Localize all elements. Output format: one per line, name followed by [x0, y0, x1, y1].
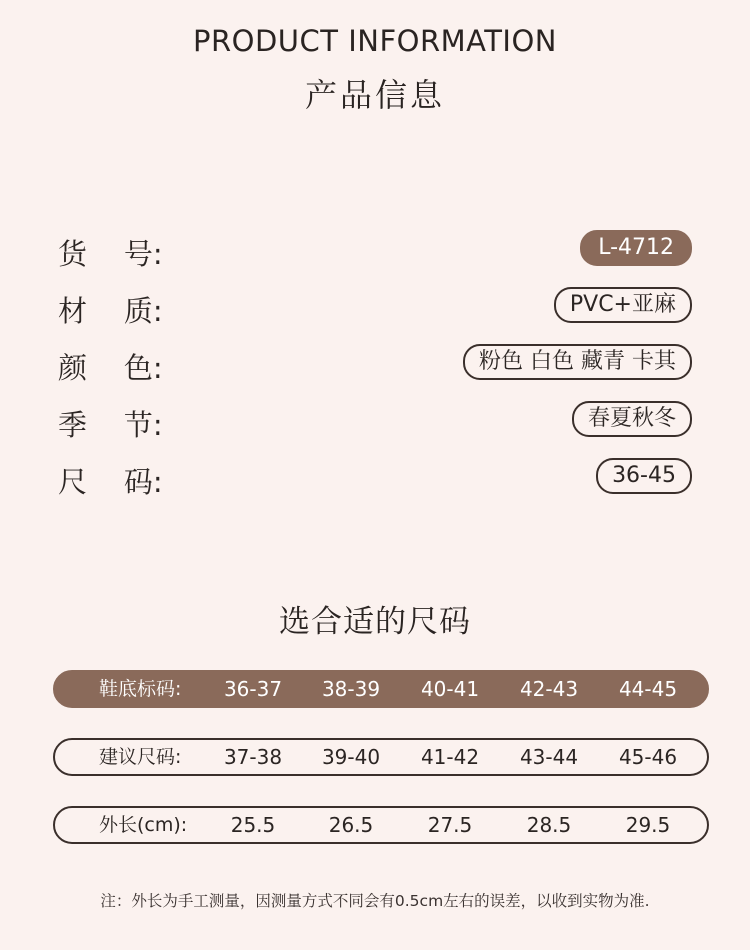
- size-cell: 42-43: [519, 677, 579, 701]
- size-cell: 26.5: [328, 813, 374, 837]
- size-row-outer-length: [53, 806, 709, 844]
- size-cell: 37-38: [223, 745, 283, 769]
- size-row-label: 外长(cm):: [99, 814, 188, 836]
- info-value-color: 粉色 白色 藏青 卡其: [463, 344, 692, 380]
- size-cell: 29.5: [625, 813, 671, 837]
- info-row-size: [58, 456, 692, 499]
- size-row-sole-size: [53, 670, 709, 708]
- size-row-label: 建议尺码:: [99, 746, 182, 768]
- page-title-en: PRODUCT INFORMATION: [193, 24, 557, 58]
- size-cell: 43-44: [519, 745, 579, 769]
- info-label-item-number: 货 号:: [58, 237, 163, 271]
- size-cell: 41-42: [420, 745, 480, 769]
- size-section-title: 选合适的尺码: [279, 604, 471, 640]
- info-label-season: 季 节:: [58, 408, 163, 442]
- size-cell: 27.5: [427, 813, 473, 837]
- info-value-material: PVC+亚麻: [554, 287, 692, 323]
- info-label-color: 颜 色:: [58, 351, 163, 385]
- size-cell: 38-39: [321, 677, 381, 701]
- size-row-recommended-size: [53, 738, 709, 776]
- info-value-item-number: L-4712: [580, 230, 692, 266]
- info-label-material: 材 质:: [58, 294, 163, 328]
- size-cell: 40-41: [420, 677, 480, 701]
- size-cell: 25.5: [230, 813, 276, 837]
- info-value-season: 春夏秋冬: [572, 401, 692, 437]
- info-row-season: [58, 399, 692, 442]
- info-label-size: 尺 码:: [58, 465, 163, 499]
- size-cell: 39-40: [321, 745, 381, 769]
- size-cell: 45-46: [618, 745, 678, 769]
- info-value-size: 36-45: [596, 458, 692, 494]
- info-row-material: [58, 285, 692, 328]
- size-cell: 36-37: [223, 677, 283, 701]
- size-row-label: 鞋底标码:: [99, 678, 182, 700]
- info-row-item-number: [58, 228, 692, 271]
- info-row-color: [58, 342, 692, 385]
- size-cell: 28.5: [526, 813, 572, 837]
- size-cell: 44-45: [618, 677, 678, 701]
- page-title-cn: 产品信息: [304, 76, 445, 114]
- measurement-footnote: 注：外长为手工测量，因测量方式不同会有0.5cm左右的误差，以收到实物为准.: [100, 892, 650, 910]
